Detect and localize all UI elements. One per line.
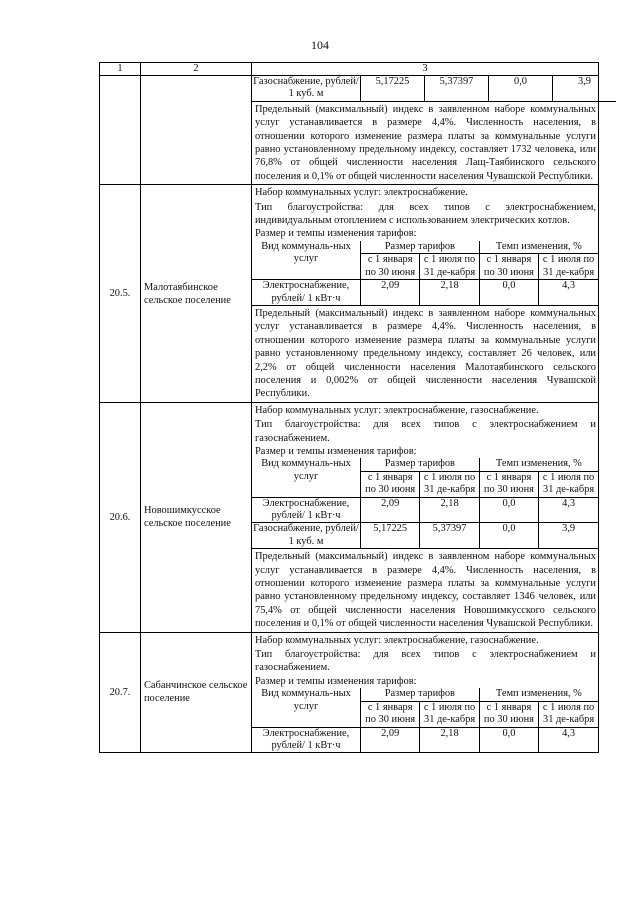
tariff-jul-dec: 5,37397: [420, 523, 479, 549]
improvement-type: Тип благоустройства: для всех типов с электроснабжением и газоснабжением.: [255, 649, 596, 674]
tariff-row: [252, 280, 598, 306]
head-period-1: с 1 января по 30 июня: [361, 471, 420, 497]
tariff-caption: Размер и темпы изменения тарифов:: [255, 675, 417, 687]
section-tariff-table: [252, 688, 598, 752]
column-number-row: [100, 63, 599, 76]
rate-jan-jun: 0,0: [479, 497, 538, 523]
tariff-jan-jun: 5,17225: [361, 76, 425, 101]
tariff-jan-jun: 5,17225: [361, 523, 420, 549]
rate-jul-dec: 4,3: [539, 497, 598, 523]
section-row-20-6: [100, 402, 599, 632]
service-name: Электроснабжение, рублей/ 1 кВт·ч: [252, 727, 361, 752]
column-number-1: 1: [100, 63, 141, 76]
tariff-table: [99, 62, 599, 753]
index-paragraph: Предельный (максимальный) индекс в заявленном наборе коммунальных услуг устанавливается в размере 4,4%. Численность населения, в отношении которого изменение размера платы за коммунальные услуги равно установленному предельному индексу, составляет 1732 человека, или 76,8% от общей численности населения Лащ-Таябинского сельского поселения и 0,1% от общей численности населения Чувашской Республики.: [255, 103, 596, 182]
tariff-jul-dec: 2,18: [420, 727, 479, 752]
section-tariff-table: [252, 241, 598, 306]
tariff-jul-dec: 2,18: [420, 280, 479, 306]
settlement-name: Новошимкусское сельское поселение: [144, 505, 231, 530]
head-period-1: с 1 января по 30 июня: [361, 701, 420, 727]
rate-jul-dec: 3,9: [539, 523, 598, 549]
head-service-kind: Вид коммуналь-ных услуг: [252, 688, 361, 727]
head-period-2: с 1 июля по 31 де-кабря: [420, 254, 479, 280]
head-period-2: с 1 июля по 31 де-кабря: [420, 471, 479, 497]
tariff-jan-jun: 2,09: [361, 727, 420, 752]
rate-jan-jun: 0,0: [479, 523, 538, 549]
rate-jul-dec: 3,9: [553, 76, 617, 101]
head-tariff-size: Размер тарифов: [361, 458, 480, 471]
rate-jul-dec: 4,3: [539, 727, 598, 752]
head-period-1: с 1 января по 30 июня: [479, 701, 538, 727]
tariff-row: [252, 523, 598, 549]
head-period-2: с 1 июля по 31 де-кабря: [539, 471, 598, 497]
tariff-jan-jun: 2,09: [361, 280, 420, 306]
service-name: Газоснабжение, рублей/ 1 куб. м: [253, 76, 359, 100]
section-number: 20.6.: [100, 402, 141, 632]
head-service-kind: Вид коммуналь-ных услуг: [252, 241, 361, 280]
service-name: Газоснабжение, рублей/ 1 куб. м: [253, 523, 359, 547]
page-number: 104: [311, 38, 329, 52]
head-period-2: с 1 июля по 31 де-кабря: [420, 701, 479, 727]
head-period-2: с 1 июля по 31 де-кабря: [539, 254, 598, 280]
head-period-1: с 1 января по 30 июня: [479, 254, 538, 280]
head-period-2: с 1 июля по 31 де-кабря: [539, 701, 598, 727]
settlement-name: Малотаябинское сельское поселение: [144, 281, 231, 306]
head-change-rate: Темп изменения, %: [479, 241, 598, 254]
section-number: 20.7.: [100, 632, 141, 753]
tariff-jul-dec: 2,18: [420, 497, 479, 523]
head-tariff-size: Размер тарифов: [361, 688, 480, 701]
improvement-type: Тип благоустройства: для всех типов с электроснабжением, индивидуальным отоплением с использованием электрических котлов.: [255, 201, 596, 227]
head-period-1: с 1 января по 30 июня: [361, 254, 420, 280]
improvement-type: Тип благоустройства: для всех типов с электроснабжением и газоснабжением.: [255, 419, 596, 444]
tariff-row: [252, 497, 598, 523]
section-number: 20.5.: [100, 185, 141, 403]
settlement-name: Сабанчинское сельское поселение: [144, 680, 248, 705]
tariff-row: [252, 76, 616, 101]
services-set: Набор коммунальных услуг: электроснабжение, газоснабжение.: [255, 404, 539, 416]
head-service-kind: Вид коммуналь-ных услуг: [252, 458, 361, 497]
services-set: Набор коммунальных услуг: электроснабжение, газоснабжение.: [255, 634, 539, 646]
tariff-jul-dec: 5,37397: [425, 76, 489, 101]
rate-jan-jun: 0,0: [489, 76, 553, 101]
tariff-caption: Размер и темпы изменения тарифов:: [255, 445, 417, 457]
head-change-rate: Темп изменения, %: [479, 458, 598, 471]
head-change-rate: Темп изменения, %: [479, 688, 598, 701]
rate-jan-jun: 0,0: [479, 280, 538, 306]
services-set: Набор коммунальных услуг: электроснабжение.: [255, 187, 468, 199]
rate-jan-jun: 0,0: [479, 727, 538, 752]
head-tariff-size: Размер тарифов: [361, 241, 480, 254]
tariff-jan-jun: 2,09: [361, 497, 420, 523]
section-tariff-table: [252, 458, 598, 549]
continued-section-row: [100, 76, 599, 185]
index-paragraph: Предельный (максимальный) индекс в заявленном наборе коммунальных услуг устанавливается в размере 4,4%. Численность населения, в отношении которого изменение размера платы за коммунальные услуги равно установленному предельному индексу, составляет 1346 человек, или 75,4% от общей численности населения Новошимкусского сельского поселения и 0,1% от общей численности населения Чувашской Республики.: [255, 551, 596, 630]
section-row-20-5: [100, 185, 599, 403]
service-name: Электроснабжение, рублей/ 1 кВт·ч: [252, 497, 361, 523]
index-paragraph: Предельный (максимальный) индекс в заявленном наборе коммунальных услуг устанавливается в размере 4,4%. Численность населения, в отношении которого изменение размера платы за коммунальные услуги равно установленному предельному индексу, составляет 26 человек, или 2,2% от общей численности населения Малотаябинского сельского поселения и 0,002% от общей численности населения Чувашской Республики.: [255, 307, 596, 400]
continued-tariff-table: [252, 76, 616, 102]
head-period-1: с 1 января по 30 июня: [479, 471, 538, 497]
service-name: Электроснабжение, рублей/ 1 кВт·ч: [252, 280, 361, 306]
tariff-caption: Размер и темпы изменения тарифов:: [255, 228, 417, 240]
column-number-2: 2: [141, 63, 252, 76]
section-row-20-7: [100, 632, 599, 753]
column-number-3: 3: [252, 63, 599, 76]
tariff-row: [252, 727, 598, 752]
rate-jul-dec: 4,3: [539, 280, 598, 306]
